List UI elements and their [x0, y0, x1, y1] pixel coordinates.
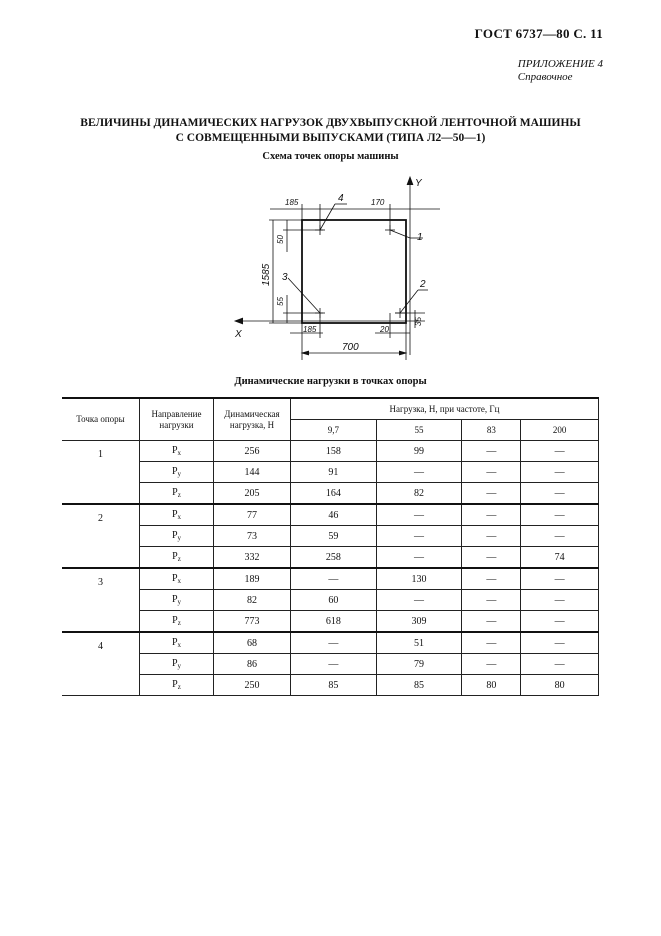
- freq-load-cell: 158: [291, 441, 377, 462]
- table-row: [62, 462, 599, 483]
- table-row: [62, 504, 599, 526]
- dynamic-loads-table: [62, 397, 599, 696]
- table-row: [62, 568, 599, 590]
- axis-y-label: Y: [415, 178, 422, 189]
- direction-symbol: P: [171, 637, 178, 648]
- y-axis-arrow: [407, 177, 413, 185]
- freq-load-cell: 164: [291, 483, 377, 505]
- point-4-label: 4: [338, 193, 344, 204]
- freq-load-cell: —: [462, 504, 521, 526]
- freq-load-cell: —: [521, 441, 599, 462]
- freq-load-cell: 85: [291, 675, 377, 696]
- freq-load-cell: 80: [462, 675, 521, 696]
- col-point-header: Точка опоры: [62, 398, 140, 441]
- freq-load-cell: —: [521, 462, 599, 483]
- title-line-2: С СОВМЕЩЕННЫМИ ВЫПУСКАМИ (ТИПА Л2—50—1): [175, 132, 486, 144]
- freq-load-cell: —: [462, 568, 521, 590]
- direction-subscript: y: [177, 598, 182, 606]
- direction-cell: [140, 547, 214, 569]
- freq-load-cell: —: [462, 632, 521, 654]
- machine-outline: [302, 220, 406, 323]
- freq-load-cell: 60: [291, 590, 377, 611]
- appendix-label: ПРИЛОЖЕНИЕ 4: [517, 58, 603, 70]
- freq-load-cell: —: [376, 462, 462, 483]
- freq-load-cell: —: [291, 632, 377, 654]
- direction-symbol: P: [171, 573, 178, 584]
- freq-load-cell: —: [291, 654, 377, 675]
- freq-load-cell: 74: [521, 547, 599, 569]
- col-dynamic-header: Динамическая нагрузка, Н: [214, 398, 291, 441]
- dynamic-load-cell: 189: [214, 568, 291, 590]
- direction-subscript: x: [177, 513, 182, 521]
- support-point-cell: 1: [62, 441, 140, 505]
- direction-symbol: P: [172, 487, 178, 498]
- freq-load-cell: 99: [376, 441, 462, 462]
- dynamic-load-cell: 205: [214, 483, 291, 505]
- freq-load-cell: 79: [376, 654, 462, 675]
- freq-load-cell: 46: [291, 504, 377, 526]
- direction-subscript: x: [177, 577, 182, 585]
- direction-subscript: y: [177, 534, 182, 542]
- dynamic-load-cell: 82: [214, 590, 291, 611]
- freq-load-cell: —: [521, 590, 599, 611]
- dynamic-load-cell: 86: [214, 654, 291, 675]
- title-line-1: ВЕЛИЧИНЫ ДИНАМИЧЕСКИХ НАГРУЗОК ДВУХВЫПУСКНОЙ ЛЕНТОЧНОЙ МАШИНЫ: [80, 117, 581, 129]
- freq-load-cell: —: [462, 441, 521, 462]
- direction-cell: [140, 611, 214, 633]
- table-row: [62, 675, 599, 696]
- freq-header-3: 200: [521, 420, 599, 441]
- dim-top-right: 170: [371, 198, 385, 207]
- freq-load-cell: 618: [291, 611, 377, 633]
- direction-symbol: P: [171, 658, 178, 669]
- freq-load-cell: —: [462, 462, 521, 483]
- dim-bottom-left: 185: [303, 325, 317, 334]
- table-row: [62, 441, 599, 462]
- freq-load-cell: —: [376, 504, 462, 526]
- freq-load-cell: 51: [376, 632, 462, 654]
- table-row: [62, 547, 599, 569]
- dim-left-bottom: 55: [276, 297, 285, 306]
- support-point-cell: 2: [62, 504, 140, 568]
- freq-load-cell: —: [521, 611, 599, 633]
- freq-load-cell: 258: [291, 547, 377, 569]
- x-axis-arrow: [235, 318, 243, 324]
- dynamic-load-cell: 68: [214, 632, 291, 654]
- freq-load-cell: —: [521, 504, 599, 526]
- dynamic-load-cell: 73: [214, 526, 291, 547]
- dim-left-top: 50: [276, 235, 285, 244]
- dim-left-total: 1585: [261, 263, 272, 286]
- freq-load-cell: 82: [376, 483, 462, 505]
- support-point-cell: 3: [62, 568, 140, 632]
- table-row: [62, 526, 599, 547]
- direction-symbol: P: [172, 615, 178, 626]
- freq-load-cell: —: [291, 568, 377, 590]
- appendix-block: [518, 58, 603, 84]
- freq-load-cell: —: [521, 654, 599, 675]
- table-row: [62, 483, 599, 505]
- freq-load-cell: 85: [376, 675, 462, 696]
- table-row: [62, 590, 599, 611]
- support-points-diagram: [225, 170, 445, 370]
- freq-header-1: 55: [376, 420, 462, 441]
- dim-bottom-right: 20: [380, 325, 389, 334]
- direction-cell: [140, 483, 214, 505]
- freq-load-cell: —: [462, 590, 521, 611]
- dynamic-load-cell: 256: [214, 441, 291, 462]
- support-point-cell: 4: [62, 632, 140, 696]
- direction-symbol: P: [171, 530, 178, 541]
- freq-load-cell: —: [521, 483, 599, 505]
- dim-width: 700: [342, 342, 359, 353]
- direction-cell: [140, 462, 214, 483]
- direction-subscript: z: [177, 491, 181, 499]
- direction-cell: [140, 675, 214, 696]
- direction-cell: [140, 441, 214, 462]
- freq-load-cell: 91: [291, 462, 377, 483]
- dim-top-left: 185: [285, 198, 299, 207]
- freq-load-cell: —: [462, 654, 521, 675]
- direction-subscript: z: [177, 619, 181, 627]
- direction-cell: [140, 654, 214, 675]
- freq-load-cell: —: [376, 590, 462, 611]
- direction-subscript: z: [177, 683, 181, 691]
- dynamic-load-cell: 250: [214, 675, 291, 696]
- freq-load-cell: 59: [291, 526, 377, 547]
- table-row: [62, 654, 599, 675]
- freq-load-cell: 80: [521, 675, 599, 696]
- freq-load-cell: —: [376, 547, 462, 569]
- direction-subscript: y: [177, 662, 182, 670]
- direction-cell: [140, 590, 214, 611]
- col-direction-header: Направление нагрузки: [140, 398, 214, 441]
- dynamic-load-cell: 773: [214, 611, 291, 633]
- direction-subscript: z: [177, 555, 181, 563]
- diagram-caption: Схема точек опоры машины: [262, 151, 399, 162]
- direction-subscript: y: [177, 470, 182, 478]
- direction-symbol: P: [172, 679, 178, 690]
- table-caption: Динамические нагрузки в точках опоры: [234, 376, 427, 387]
- table-row: [62, 632, 599, 654]
- freq-load-cell: —: [376, 526, 462, 547]
- freq-load-cell: —: [462, 483, 521, 505]
- freq-header-0: 9,7: [291, 420, 377, 441]
- freq-header-2: 83: [462, 420, 521, 441]
- document-title: [0, 116, 661, 146]
- freq-load-cell: —: [521, 632, 599, 654]
- freq-load-cell: 130: [376, 568, 462, 590]
- direction-cell: [140, 504, 214, 526]
- col-freq-header: Нагрузка, Н, при частоте, Гц: [291, 398, 599, 420]
- direction-symbol: P: [171, 466, 178, 477]
- axis-x-label: X: [235, 329, 242, 340]
- freq-load-cell: 309: [376, 611, 462, 633]
- direction-cell: [140, 526, 214, 547]
- direction-symbol: P: [171, 445, 178, 456]
- direction-symbol: P: [171, 594, 178, 605]
- direction-cell: [140, 632, 214, 654]
- point-2-label: 2: [420, 279, 426, 290]
- dynamic-load-cell: 144: [214, 462, 291, 483]
- dynamic-load-cell: 77: [214, 504, 291, 526]
- direction-symbol: P: [172, 551, 178, 562]
- direction-symbol: P: [171, 509, 178, 520]
- direction-cell: [140, 568, 214, 590]
- point-1-label: 1: [417, 232, 423, 243]
- point-3-label: 3: [282, 272, 288, 283]
- freq-load-cell: —: [462, 547, 521, 569]
- freq-load-cell: —: [462, 611, 521, 633]
- direction-subscript: x: [177, 641, 182, 649]
- freq-load-cell: —: [521, 526, 599, 547]
- direction-subscript: x: [177, 449, 182, 457]
- page-header: ГОСТ 6737—80 С. 11: [474, 26, 603, 41]
- appendix-kind: Справочное: [517, 71, 573, 83]
- dim-right-bottom: 35: [414, 317, 423, 326]
- table-row: [62, 611, 599, 633]
- dynamic-load-cell: 332: [214, 547, 291, 569]
- freq-load-cell: —: [462, 526, 521, 547]
- freq-load-cell: —: [521, 568, 599, 590]
